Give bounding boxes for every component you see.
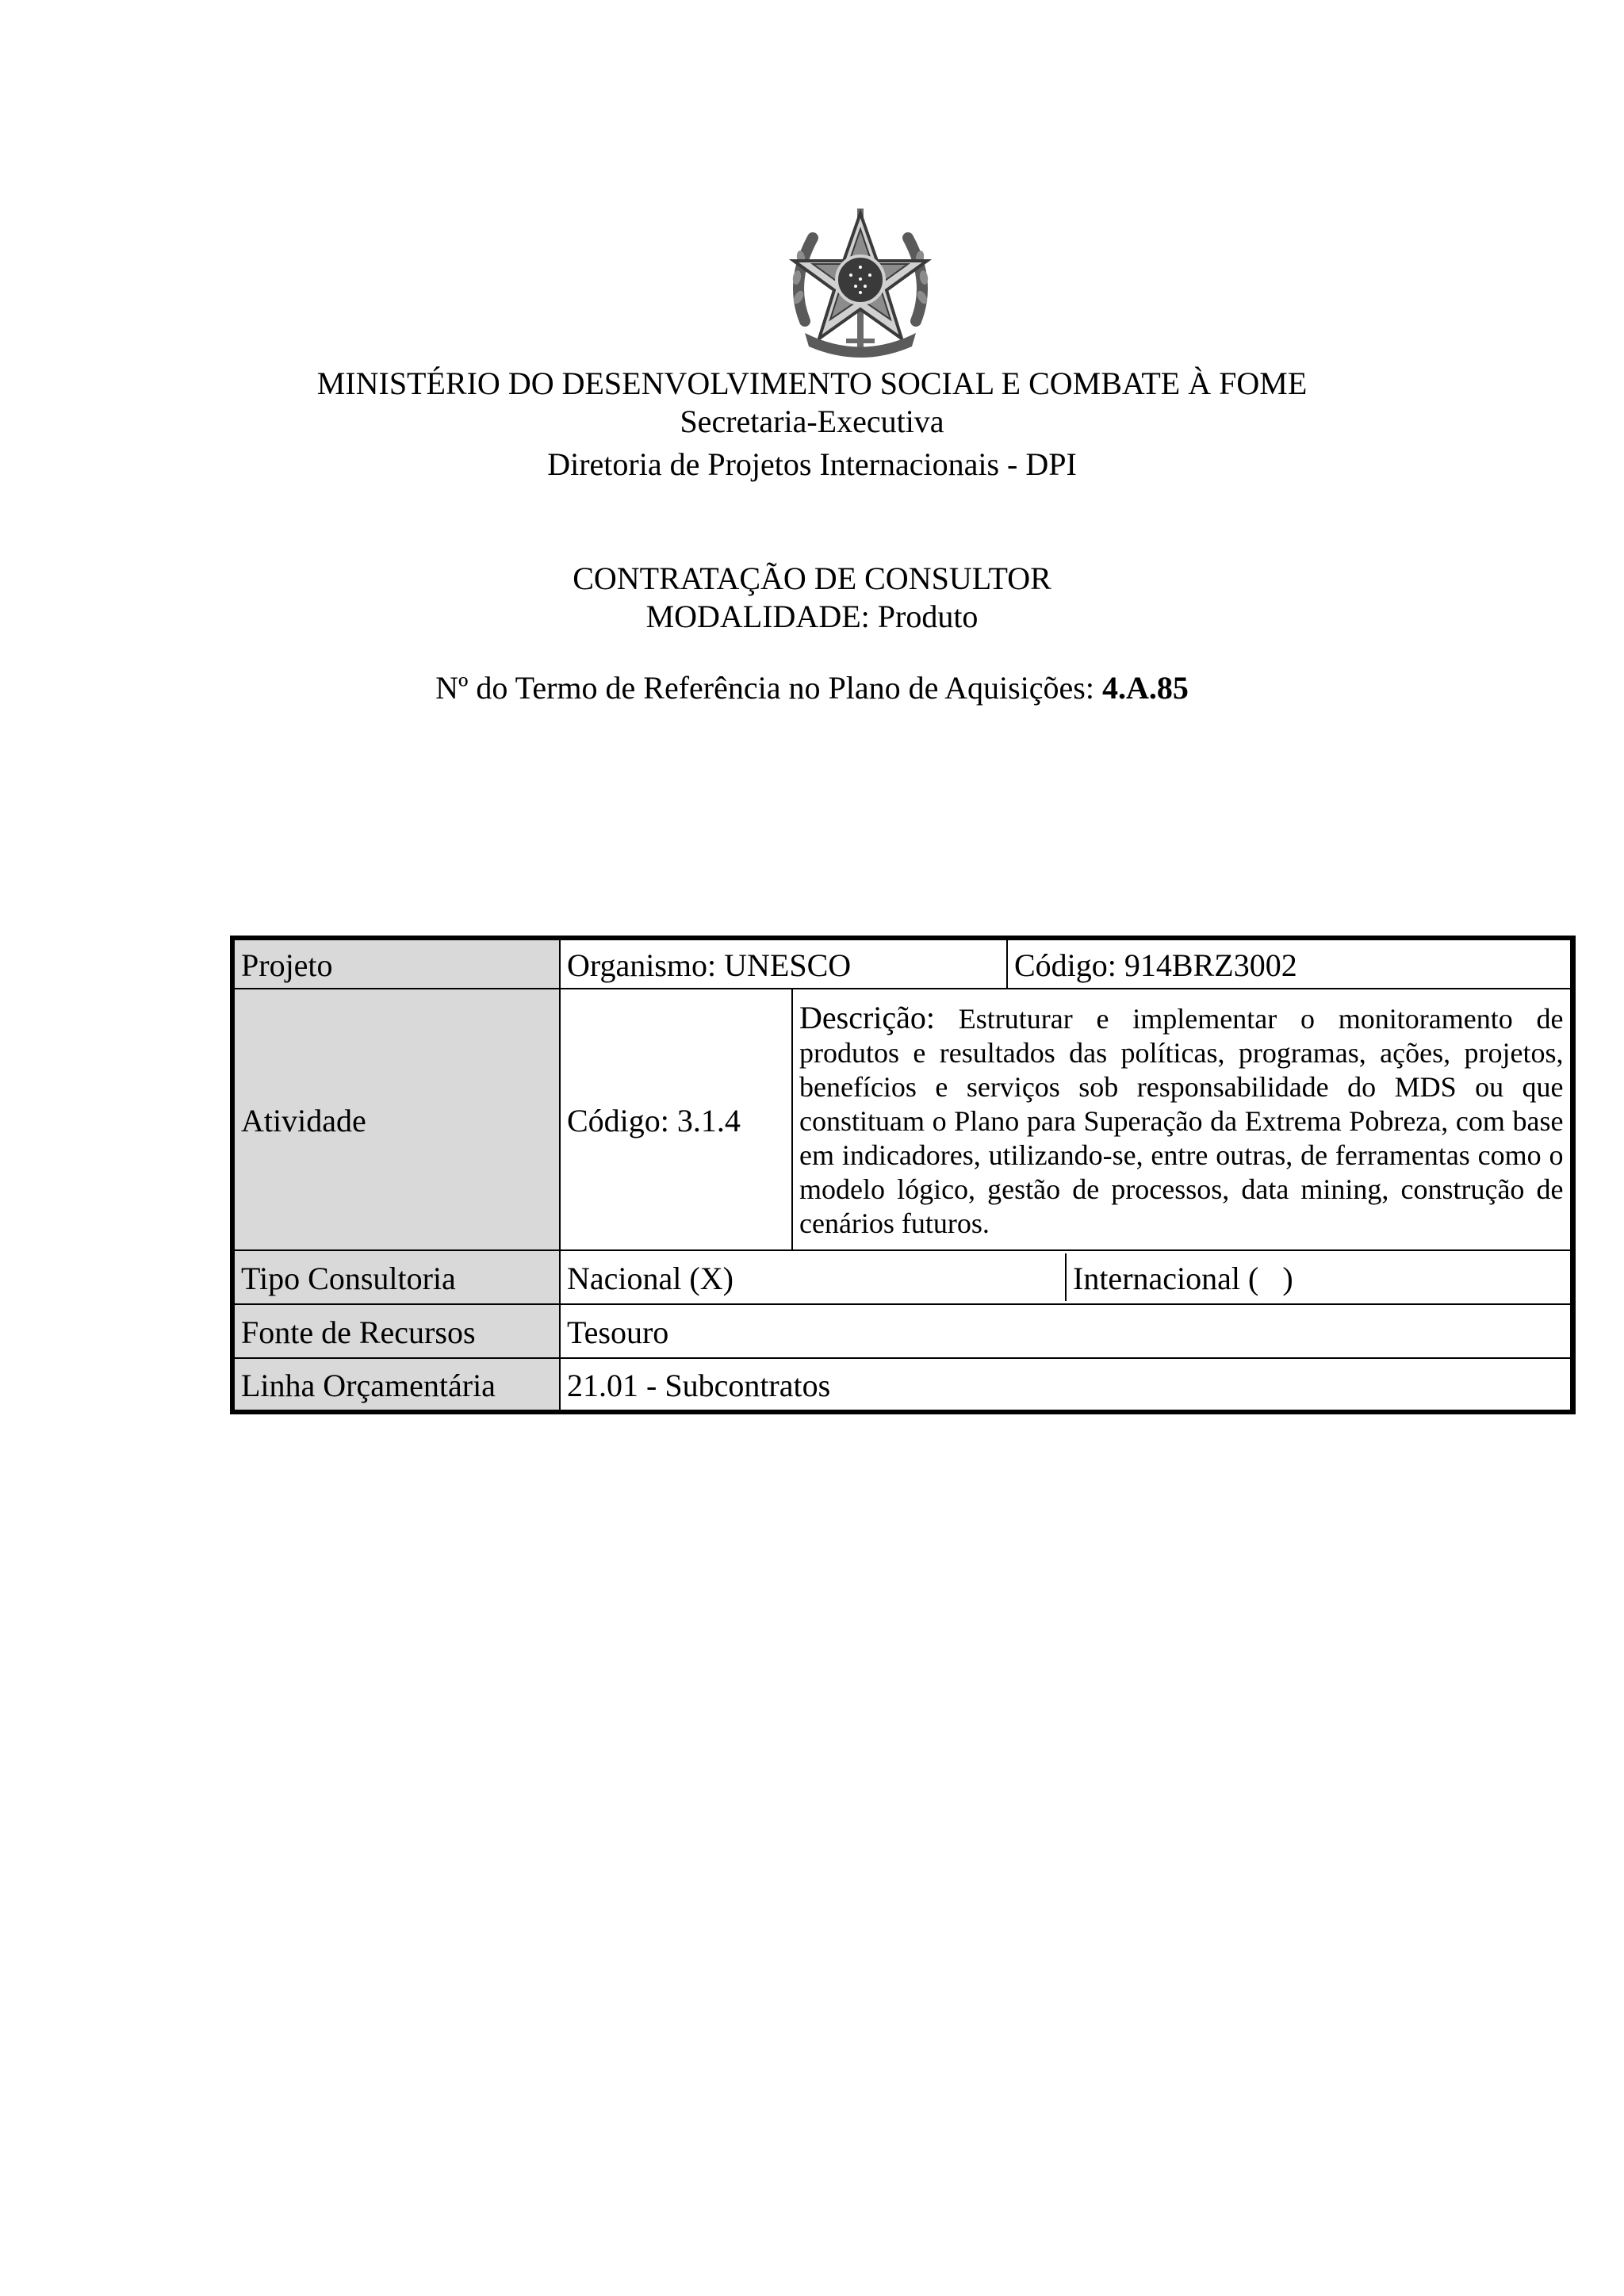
linha-value: 21.01 - Subcontratos	[560, 1358, 1572, 1412]
termo-reference	[0, 669, 1624, 707]
header	[0, 365, 1624, 484]
table-row	[232, 1304, 1572, 1358]
contract-title: CONTRATAÇÃO DE CONSULTOR	[573, 561, 1051, 596]
project-info-table	[230, 936, 1576, 1414]
termo-label: Nº do Termo de Referência no Plano de Aquisições:	[435, 670, 1102, 706]
table-row	[232, 1358, 1572, 1412]
label-fonte-recursos: Fonte de Recursos	[232, 1304, 560, 1358]
descricao-text: Estruturar e implementar o monitoramento de produtos e resultados das políticas, programas, ações, projetos, benefícios e serviços sob responsabilidade do MDS ou que constituam o Plano para Superação da Extrema Pobreza, com base em indicadores, utilizando-se, entre outras, de ferramentas como o modelo lógico, gestão de processos, data mining, construção de cenários futuros.	[799, 1002, 1564, 1239]
fonte-value: Tesouro	[560, 1304, 1572, 1358]
label-linha-orcamentaria: Linha Orçamentária	[232, 1358, 560, 1412]
projeto-organismo: Organismo: UNESCO	[567, 947, 852, 983]
atividade-descricao	[792, 989, 1572, 1250]
termo-number: 4.A.85	[1102, 670, 1189, 706]
projeto-codigo: Código: 914BRZ3002	[1007, 940, 1570, 988]
secretariat-title: Secretaria-Executiva	[680, 404, 944, 439]
table-row	[232, 1250, 1572, 1304]
descricao-lead: Descrição:	[799, 999, 936, 1035]
directorate-title: Diretoria de Projetos Internacionais - DPI	[547, 446, 1077, 482]
label-projeto: Projeto	[232, 938, 560, 989]
tipo-internacional: Internacional ( )	[1066, 1253, 1570, 1301]
tipo-nacional: Nacional (X)	[567, 1261, 733, 1296]
atividade-codigo: Código: 3.1.4	[560, 989, 792, 1250]
contract-heading	[0, 560, 1624, 636]
brazil-coat-of-arms-icon	[781, 202, 940, 361]
contract-modality: MODALIDADE: Produto	[645, 599, 979, 634]
table-row	[232, 989, 1572, 1250]
label-atividade: Atividade	[232, 989, 560, 1250]
table-row	[232, 938, 1572, 989]
label-tipo-consultoria: Tipo Consultoria	[232, 1250, 560, 1304]
ministry-title: MINISTÉRIO DO DESENVOLVIMENTO SOCIAL E COMBATE À FOME	[316, 365, 1308, 401]
